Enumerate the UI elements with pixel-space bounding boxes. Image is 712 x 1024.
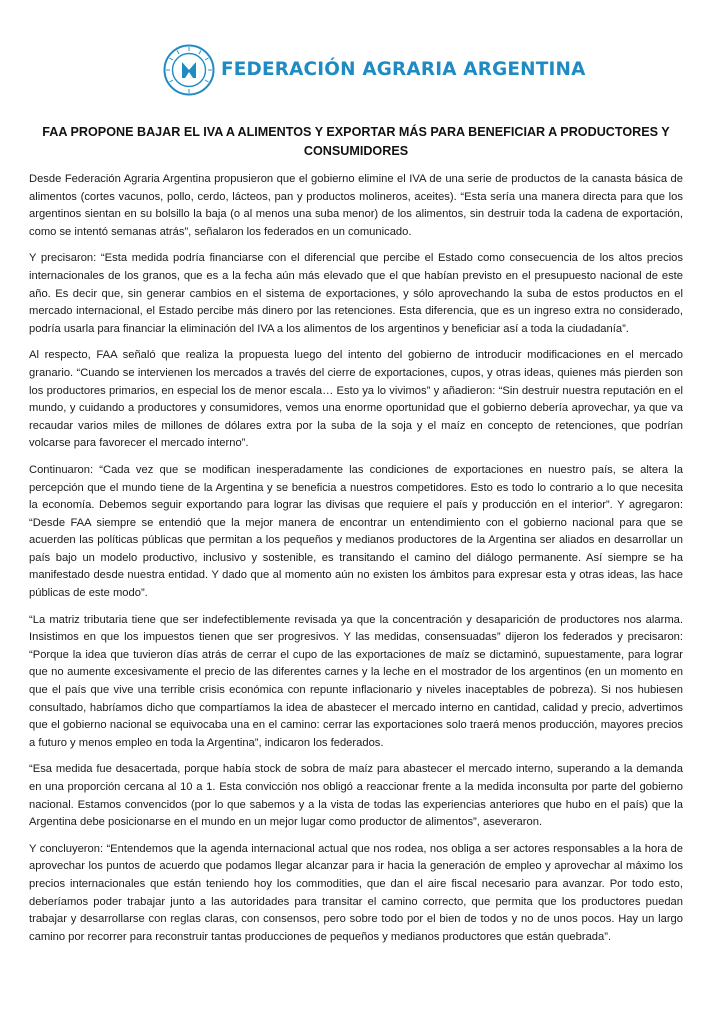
organization-name: FEDERACIÓN AGRARIA ARGENTINA bbox=[221, 59, 586, 80]
paragraph: Y concluyeron: “Entendemos que la agenda internacional actual que nos rodea, nos obliga a ser actores responsables a la hora de aprovechar los puntos de acuerdo que podamos llegar alcanzar para ir hacia la generación de empleo y aprovechar al máximo los precios internacionales que están teniendo hoy los commodities, que dan el aire fiscal necesario para avanzar. Por todo esto, deberíamos poder trabajar junto a las autoridades para transitar el camino correcto, que permita que los productores puedan trabajar y desarrollarse con reglas claras, con consensos, pero sobre todo por el bien de todos y no de unos pocos. Hay un largo camino por recorrer para reconstruir tantas producciones de pequeños y medianos productores que están quebrada”. bbox=[29, 842, 683, 943]
faa-seal-logo bbox=[163, 44, 215, 96]
letterhead bbox=[163, 44, 586, 98]
paragraph: Al respecto, FAA señaló que realiza la propuesta luego del intento del gobierno de introducir modificaciones en el mercado granario. “Cuando se intervienen los mercados a través del cierre de exportaciones, cupos, y otras ideas, quienes más pierden son los productores primarios, en especial los de menor escala… Esto ya lo vivimos” y añadieron: “Sin destruir nuestra reputación en el mundo, y cuidando a productores y consumidores, vemos una enorme oportunidad que el gobierno debería aprovechar, ya que va recaudar varios miles de millones de dólares extra por la suba de la soja y el maíz en concepto de retenciones, que podrían volcarse para favorecer el mercado interno”. bbox=[29, 349, 683, 450]
paragraph: Y precisaron: “Esta medida podría financiarse con el diferencial que percibe el Estado como consecuencia de los altos precios internacionales de los granos, que es a la fecha aún más elevado que el que habían previsto en el presupuesto nacional de este año. Es decir que, sin generar cambios en el sistema de exportaciones, y sólo aprovechando la suba de estos productos en el mercado internacional, el Estado percibe más dinero por las retenciones. Esta diferencia, que es un ingreso extra no considerado, podría usarla para financiar la eliminación del IVA a los alimentos de los argentinos y beneficiar así a toda la ciudadanía”. bbox=[29, 252, 683, 335]
paragraph: “La matriz tributaria tiene que ser indefectiblemente revisada ya que la concentración y desaparición de productores nos alarma. Insistimos en que los impuestos tienen que ser progresivos. Y las medidas, consensuadas” dijeron los federados y precisaron: “Porque la idea que tuvieron días atrás de cerrar el cupo de las exportaciones de maíz se dictaminó, supuestamente, para lograr que no aumente excesivamente el precio de las diferentes carnes y la leche en el mostrador de los argentinos (en un momento en que el país que vive una terrible crisis económica con repunte inflacionario y niveles inaceptables de pobreza). Si nos hubiesen consultado, habríamos dicho que compartíamos la idea de abastecer el mercado interno en cantidad, calidad y precio, advertimos que el gobierno nacional se equivocaba una en el camino: cerrar las exportaciones solo traerá menos producción, mayores precios a futuro y menos empleo en toda la Argentina”, indicaron los federados. bbox=[29, 613, 683, 749]
paragraph: Desde Federación Agraria Argentina propusieron que el gobierno elimine el IVA de una serie de productos de la canasta básica de alimentos (cortes vacunos, pollo, cerdo, lácteos, pan y productos molineros, aceites). “Esta sería una manera directa para que los argentinos sientan en su bolsillo la baja (o al menos una suba menor) de los alimentos, sin destruir toda la cadena de exportación, como se intentó semanas atrás”, señalaron los federados en un comunicado. bbox=[29, 173, 683, 238]
document-title: FAA PROPONE BAJAR EL IVA A ALIMENTOS Y EXPORTAR MÁS PARA BENEFICIAR A PRODUCTORES Y CONSUMIDORES bbox=[42, 125, 670, 158]
paragraph: Continuaron: “Cada vez que se modifican inesperadamente las condiciones de exportaciones en nuestro país, se altera la percepción que el mundo tiene de la Argentina y se beneficia a nuestros competidores. Esto es todo lo contrario a lo que necesita la economía. Debemos seguir exportando para lograr las divisas que requiere el país y producción en el interior”. Y agregaron: “Desde FAA siempre se entendió que la mejor manera de encontrar un entendimiento con el gobierno nacional para que se acuerden las políticas públicas que permitan a los pequeños y medianos productores de la Argentina ser aliados en desarrollar un país bajo un modelo productivo, inclusivo y sostenible, es transitando el camino del diálogo permanente. Así siempre se ha manifestado desde nuestra entidad. Y dado que al momento aún no existen los ámbitos para expresar esta y otras ideas, las hace públicas de este modo”. bbox=[29, 463, 683, 600]
document-body bbox=[29, 171, 683, 955]
paragraph: “Esa medida fue desacertada, porque había stock de sobra de maíz para abastecer el mercado interno, superando a la demanda en una proporción cercana al 10 a 1. Esta convicción nos obligó a reaccionar frente a la medida inconsulta por parte del gobierno nacional. Estamos convencidos (por lo que sabemos y a la vista de todas las experiencias anteriores que hubo en el país) que la Argentina debe posicionarse en el mundo en un mejor lugar como productor de alimentos”, aseveraron. bbox=[29, 763, 683, 829]
